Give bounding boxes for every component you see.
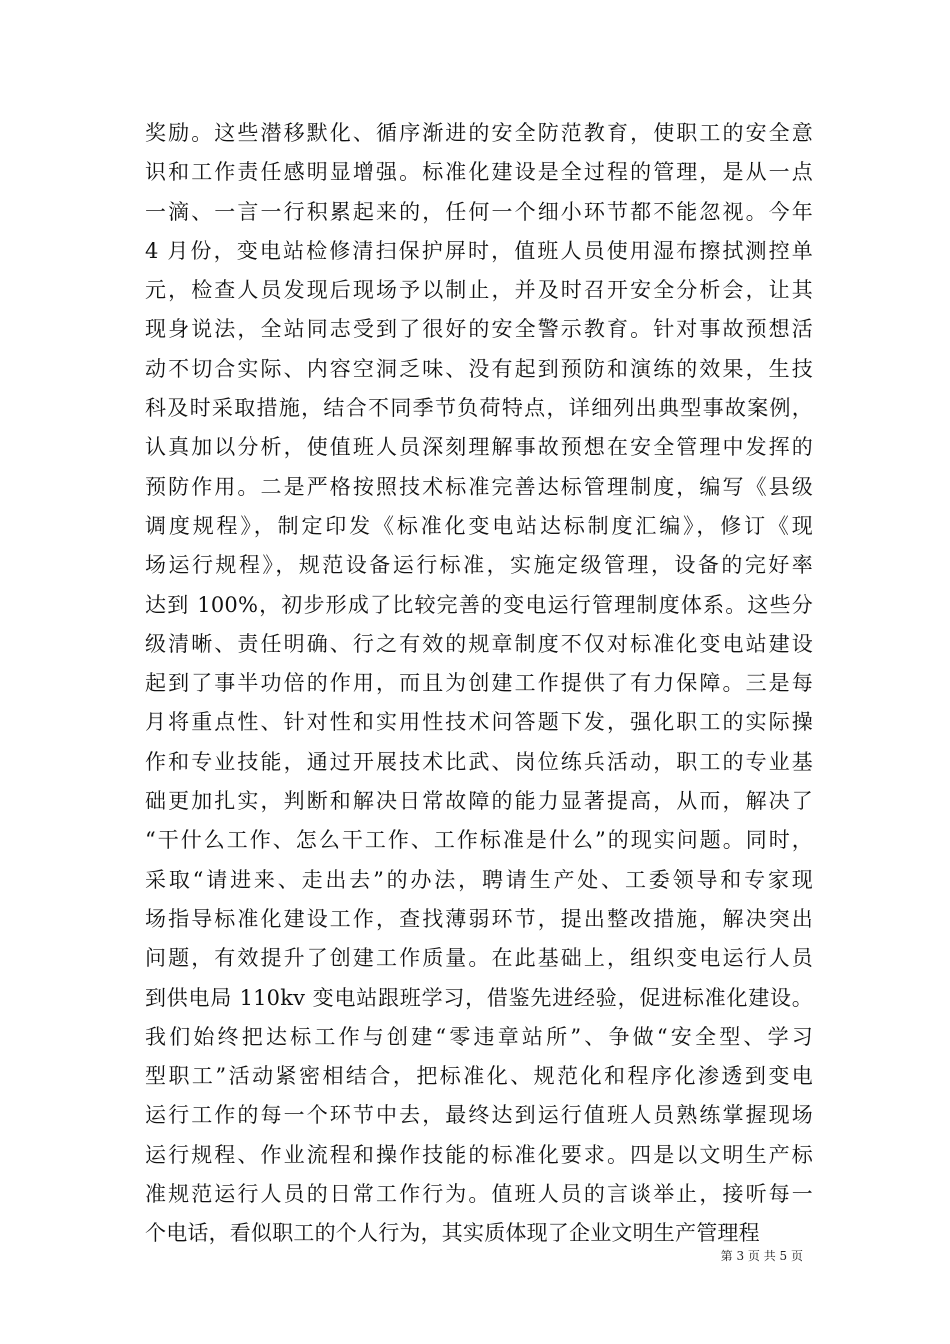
text-line-22: 问题，有效提升了创建工作质量。在此基础上，组织变电运行人员 — [145, 946, 813, 971]
text-line-28: 准规范运行人员的日常工作行为。值班人员的言谈举止，接听每一 — [145, 1182, 813, 1207]
text-line-2: 识和工作责任感明显增强。标准化建设是全过程的管理，是从一点 — [145, 160, 813, 185]
page-number: 第 3 页 共 5 页 — [720, 1249, 803, 1263]
text-line-3: 一滴、一言一行积累起来的，任何一个细小环节都不能忽视。今年 — [145, 199, 813, 224]
text-line-25: 型职工”活动紧密相结合，把标准化、规范化和程序化渗透到变电 — [145, 1064, 813, 1089]
body-paragraph — [145, 114, 813, 1254]
text-line-1: 奖励。这些潜移默化、循序渐进的安全防范教育，使职工的安全意 — [145, 121, 813, 145]
text-line-4: 4 月份，变电站检修清扫保护屏时，值班人员使用湿布擦拭测控单 — [145, 238, 813, 263]
text-line-15: 起到了事半功倍的作用，而且为创建工作提供了有力保障。三是每 — [145, 671, 813, 696]
text-line-8: 科及时采取措施，结合不同季节负荷特点，详细列出典型事故案例， — [145, 396, 813, 421]
text-line-11: 调度规程》，制定印发《标准化变电站达标制度汇编》，修订《现 — [145, 513, 813, 538]
text-line-9: 认真加以分析，使值班人员深刻理解事故预想在安全管理中发挥的 — [145, 435, 813, 460]
text-line-21: 场指导标准化建设工作，查找薄弱环节，提出整改措施，解决突出 — [145, 906, 813, 931]
text-line-26: 运行工作的每一个环节中去，最终达到运行值班人员熟练掌握现场 — [145, 1103, 813, 1128]
text-line-6: 现身说法，全站同志受到了很好的安全警示教育。针对事故预想活 — [145, 317, 813, 342]
text-line-18: 础更加扎实，判断和解决日常故障的能力显著提高，从而，解决了 — [145, 789, 813, 814]
text-line-19: “干什么工作、怎么干工作、工作标准是什么”的现实问题。同时， — [145, 828, 813, 853]
text-line-5: 元，检查人员发现后现场予以制止，并及时召开安全分析会，让其 — [145, 278, 813, 303]
text-line-24: 我们始终把达标工作与创建“零违章站所”、争做“安全型、学习 — [145, 1024, 813, 1049]
text-line-16: 月将重点性、针对性和实用性技术问答题下发，强化职工的实际操 — [145, 710, 813, 735]
text-line-12: 场运行规程》，规范设备运行标准，实施定级管理，设备的完好率 — [145, 553, 813, 578]
text-line-23: 到供电局 110kv 变电站跟班学习，借鉴先进经验，促进标准化建设。 — [145, 985, 813, 1010]
text-line-7: 动不切合实际、内容空洞乏味、没有起到预防和演练的效果，生技 — [145, 356, 813, 381]
text-line-13: 达到 100%，初步形成了比较完善的变电运行管理制度体系。这些分 — [145, 592, 813, 617]
text-line-17: 作和专业技能，通过开展技术比武、岗位练兵活动，职工的专业基 — [145, 749, 813, 774]
text-line-20: 采取“请进来、走出去”的办法，聘请生产处、工委领导和专家现 — [145, 867, 813, 892]
text-line-27: 运行规程、作业流程和操作技能的标准化要求。四是以文明生产标 — [145, 1142, 813, 1167]
text-line-14: 级清晰、责任明确、行之有效的规章制度不仅对标准化变电站建设 — [145, 631, 813, 656]
text-line-29: 个电话，看似职工的个人行为，其实质体现了企业文明生产管理程 — [145, 1221, 760, 1246]
text-line-10: 预防作用。二是严格按照技术标准完善达标管理制度，编写《县级 — [145, 474, 813, 499]
